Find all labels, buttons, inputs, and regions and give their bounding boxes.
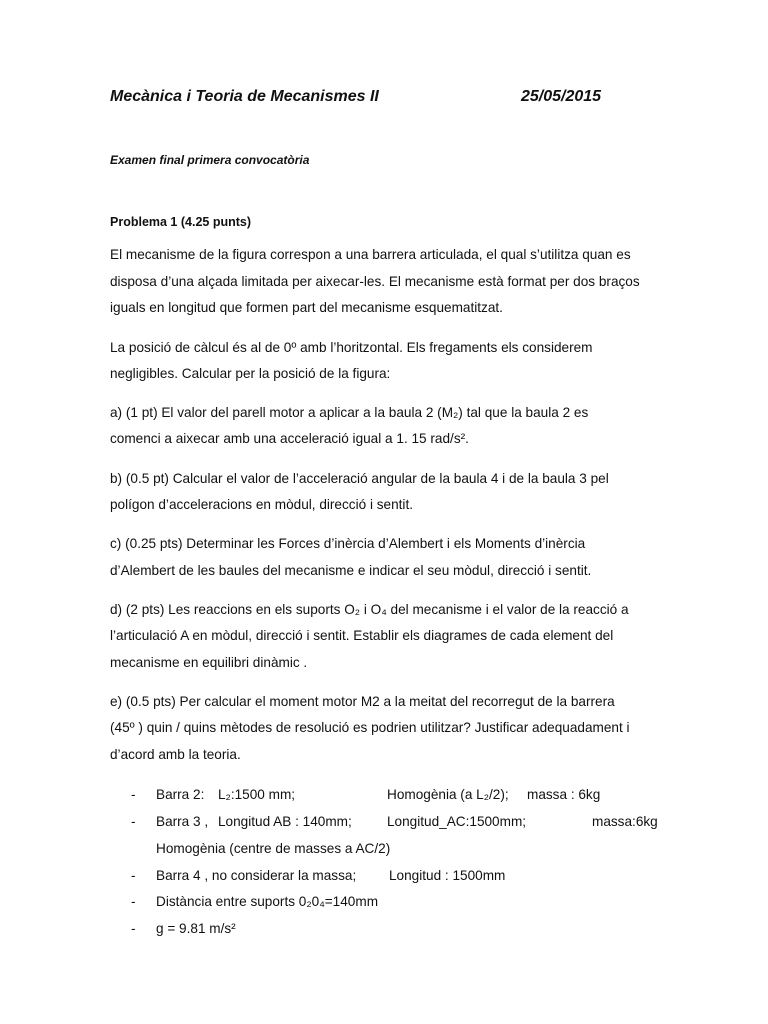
part-c-line: c) (0.25 pts) Determinar les Forces d’inèrcia d’Alembert i els Moments d’inèrcia: [110, 536, 586, 551]
part-a-line: comenci a aixecar amb una acceleració igual a 1. 15 rad/s².: [110, 431, 469, 446]
part-a-line: a) (1 pt) El valor del parell motor a aplicar a la baula 2 (M₂) tal que la baula 2 es: [110, 405, 589, 420]
part-d-line: l’articulació A en mòdul, direcció i sentit. Establir els diagrames de cada element del: [110, 628, 614, 643]
problem-heading: Problema 1 (4.25 punts): [110, 215, 252, 229]
gravity-value: g = 9.81 m/s²: [156, 921, 236, 936]
list-bullet: -: [131, 921, 136, 936]
course-title: Mecànica i Teoria de Mecanismes II: [110, 88, 379, 105]
barra2-length: L₂:1500 mm;: [218, 787, 296, 802]
part-b-line: b) (0.5 pt) Calcular el valor de l’acceleració angular de la baula 4 i de la baula 3 pel: [110, 471, 609, 486]
barra2-label: Barra 2:: [156, 787, 205, 802]
barra3-label: Barra 3 ,: [156, 814, 209, 829]
exam-date: 25/05/2015: [521, 88, 602, 105]
list-bullet: -: [131, 894, 136, 909]
position-line: negligibles. Calcular per la posició de la figura:: [110, 366, 391, 381]
intro-line: El mecanisme de la figura correspon a una barrera articulada, el qual s’utilitza quan es: [110, 247, 631, 262]
barra3-length-ab: Longitud AB : 140mm;: [218, 814, 352, 829]
barra2-homogeneity: Homogènia (a L₂/2);: [387, 787, 509, 802]
part-b-line: polígon d’acceleracions en mòdul, direcció i sentit.: [110, 497, 414, 512]
intro-line: disposa d’una alçada limitada per aixecar-les. El mecanisme està format per dos braços: [110, 274, 640, 289]
support-distance: Distància entre suports 0₂0₄=140mm: [156, 894, 379, 909]
list-bullet: -: [131, 868, 136, 883]
barra4-label: Barra 4 , no considerar la massa;: [156, 868, 357, 883]
part-e-line: e) (0.5 pts) Per calcular el moment motor M2 a la meitat del recorregut de la barrera: [110, 694, 615, 709]
list-bullet: -: [131, 814, 136, 829]
barra3-length-ac: Longitud_AC:1500mm;: [387, 814, 527, 829]
barra3-mass: massa:6kg: [592, 814, 658, 829]
part-d-line: d) (2 pts) Les reaccions en els suports O₂ i O₄ del mecanisme i el valor de la reacció a: [110, 602, 629, 617]
part-c-line: d’Alembert de les baules del mecanisme e indicar el seu mòdul, direcció i sentit.: [110, 563, 592, 578]
part-e-line: (45º ) quin / quins mètodes de resolució es podrien utilitzar? Justificar adequadament i: [110, 720, 630, 735]
position-line: La posició de càlcul és al de 0º amb l’horitzontal. Els fregaments els considerem: [110, 340, 593, 355]
barra2-mass: massa : 6kg: [527, 787, 601, 802]
exam-subtitle: Examen final primera convocatòria: [110, 153, 310, 167]
barra3-homogeneity: Homogènia (centre de masses a AC/2): [156, 841, 391, 856]
part-e-line: d’acord amb la teoria.: [110, 747, 241, 762]
intro-line: iguals en longitud que formen part del mecanisme esquematitzat.: [110, 300, 503, 315]
part-d-line: mecanisme en equilibri dinàmic .: [110, 655, 308, 670]
barra4-length: Longitud : 1500mm: [389, 868, 506, 883]
list-bullet: -: [131, 787, 136, 802]
